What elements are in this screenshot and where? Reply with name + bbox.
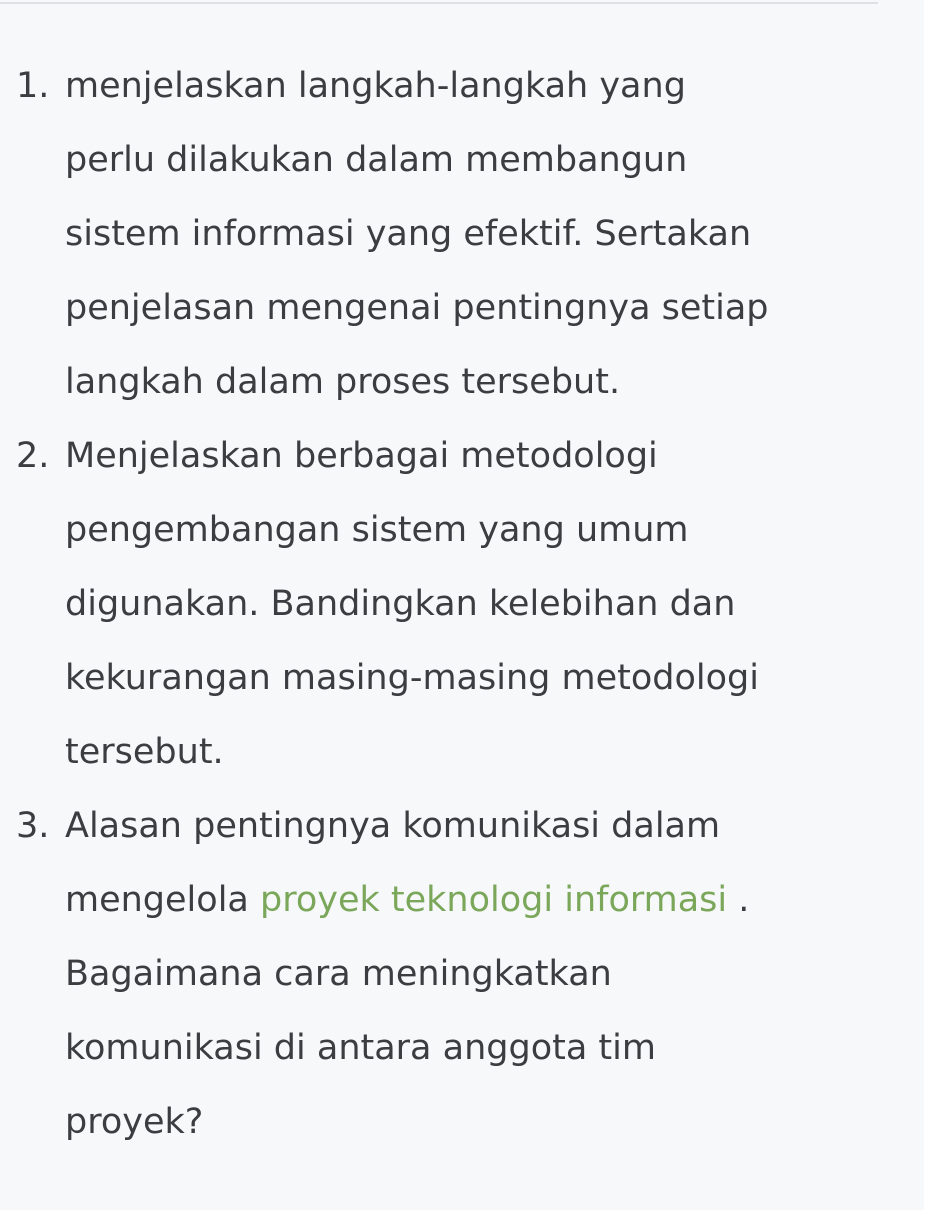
- question-3-line-2-prefix: mengelola: [65, 880, 260, 920]
- question-2-line-5: tersebut.: [65, 732, 224, 772]
- question-item-1: [16, 49, 876, 419]
- question-3-line-2: [65, 863, 876, 937]
- question-2-line-3: digunakan. Bandingkan kelebihan dan: [65, 584, 736, 624]
- question-number-1: 1.: [16, 66, 50, 106]
- question-3-line-4: komunikasi di antara anggota tim: [65, 1028, 656, 1068]
- question-1-line-3: sistem informasi yang efektif. Sertakan: [65, 214, 752, 254]
- question-1-line-1: menjelaskan langkah-langkah yang: [65, 66, 686, 106]
- question-3-line-1: Alasan pentingnya komunikasi dalam: [65, 806, 721, 846]
- question-2-line-1: Menjelaskan berbagai metodologi: [65, 436, 658, 476]
- question-number-3: 3.: [16, 806, 50, 846]
- question-list: [16, 49, 876, 1159]
- question-3-line-3: Bagaimana cara meningkatkan: [65, 954, 612, 994]
- question-1-line-5: langkah dalam proses tersebut.: [65, 362, 621, 402]
- question-1-line-4: penjelasan mengenai pentingnya setiap: [65, 288, 769, 328]
- question-number-2: 2.: [16, 436, 50, 476]
- question-3-line-2-suffix: .: [727, 880, 750, 920]
- question-3-line-5: proyek?: [65, 1102, 204, 1142]
- proyek-teknologi-informasi-link[interactable]: proyek teknologi informasi: [260, 880, 728, 920]
- question-2-line-2: pengembangan sistem yang umum: [65, 510, 689, 550]
- question-1-line-2: perlu dilakukan dalam membangun: [65, 140, 688, 180]
- question-item-3: [16, 789, 876, 1159]
- top-divider: [0, 2, 878, 4]
- question-item-2: [16, 419, 876, 789]
- question-2-line-4: kekurangan masing-masing metodologi: [65, 658, 759, 698]
